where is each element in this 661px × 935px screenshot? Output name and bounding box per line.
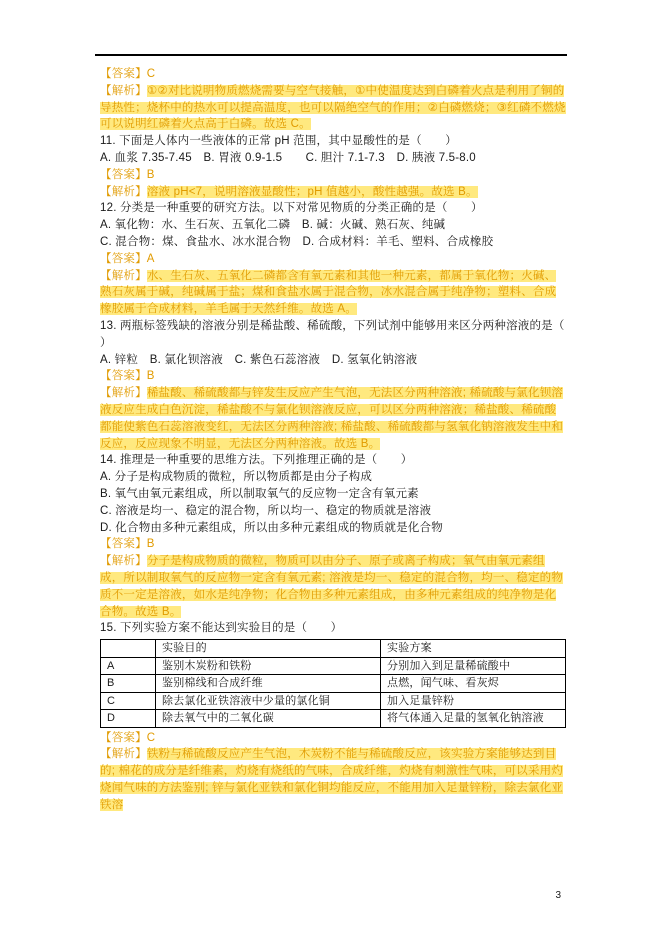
analysis-label: 【解析】 bbox=[100, 84, 147, 97]
table-header-row bbox=[101, 640, 566, 658]
option-line: A. 分子是构成物质的微粒，所以物质都是由分子构成 bbox=[100, 471, 373, 484]
table-cell: 除去氧气中的二氧化碳 bbox=[156, 710, 381, 728]
question-text: 13. 两瓶标签残缺的溶液分别是稀盐酸、稀硫酸，下列试剂中能够用来区分两种溶液的是（ ） bbox=[100, 319, 588, 349]
table-cell: 将气体通入足量的氢氧化钠溶液 bbox=[381, 710, 566, 728]
question-text: 14. 推理是一种重要的思维方法。下列推理正确的是（ ） bbox=[100, 454, 413, 467]
table-row bbox=[101, 710, 566, 728]
table-cell: 点燃，闻气味、看灰烬 bbox=[381, 675, 566, 693]
table-header-cell bbox=[101, 640, 156, 658]
option-line: A. 氧化物：水、生石灰、五氧化二磷 B. 碱：火碱、熟石灰、纯碱 bbox=[100, 219, 446, 232]
table-row bbox=[101, 657, 566, 675]
option-line: A. 锌粒 B. 氯化钡溶液 C. 紫色石蕊溶液 D. 氢氧化钠溶液 bbox=[100, 353, 418, 366]
analysis-paragraph bbox=[100, 83, 566, 133]
table-cell: 除去氯化亚铁溶液中少量的氯化铜 bbox=[156, 692, 381, 710]
table-cell: C bbox=[101, 692, 156, 710]
answer-line: 【答案】C bbox=[100, 68, 156, 80]
analysis-paragraph bbox=[100, 184, 566, 201]
analysis-text: 铁粉与稀硫酸反应产生气泡，木炭粉不能与稀硫酸反应，该实验方案能够达到目的; 棉花的成分是纤维素，灼烧有烧纸的气味，合成纤维，灼烧有刺激性气味，可以采用灼烧闻气味的方法鉴别; 锌与氯化亚铁和氯化铜均能反应，不能用加入足量锌粉，除去氯化亚铁溶 bbox=[100, 748, 564, 811]
analysis-label: 【解析】 bbox=[100, 748, 147, 761]
page-header-rule bbox=[95, 54, 567, 56]
table-cell: 分别加入到足量稀硫酸中 bbox=[381, 657, 566, 675]
analysis-text: 水、生石灰、五氧化二磷都含有氧元素和其他一种元素，都属于氧化物；火碱、熟石灰属于碱，纯碱属于盐；煤和食盐水属于混合物，冰水混合属于纯净物；塑料、合成橡胶属于合成材料，羊毛属于天然纤维。故选 A。 bbox=[100, 269, 557, 316]
analysis-label: 【解析】 bbox=[100, 555, 147, 568]
option-line: A. 血浆 7.35-7.45 B. 胃液 0.9-1.5 C. 胆汁 7.1-7.3 D. 胰液 7.5-8.0 bbox=[100, 151, 476, 164]
option-line: C. 溶液是均一、稳定的混合物，所以均一、稳定的物质就是溶液 bbox=[100, 504, 432, 517]
experiment-table bbox=[100, 639, 566, 728]
table-row bbox=[101, 675, 566, 693]
answer-line: 【答案】B bbox=[100, 168, 155, 181]
answer-line: 【答案】B bbox=[100, 538, 155, 551]
analysis-label: 【解析】 bbox=[100, 185, 147, 198]
answer-line: 【答案】A bbox=[100, 252, 155, 265]
page-number: 3 bbox=[555, 890, 561, 901]
table-row bbox=[101, 692, 566, 710]
option-line: B. 氧气由氧元素组成，所以制取氧气的反应物一定含有氧元素 bbox=[100, 487, 419, 500]
table-cell: B bbox=[101, 675, 156, 693]
analysis-paragraph bbox=[100, 385, 566, 452]
analysis-text: 分子是构成物质的微粒，物质可以由分子、原子或离子构成；氧气由氧元素组成，所以制取氧气的反应物一定含有氧元素; 溶液是均一、稳定的混合物，均一、稳定的物质不一定是溶液，如水是纯净物；化合物由多种元素组成，由多种元素组成的纯净物是化合物。故选 B。 bbox=[100, 555, 564, 618]
table-cell: A bbox=[101, 657, 156, 675]
analysis-paragraph bbox=[100, 268, 566, 318]
table-cell: D bbox=[101, 710, 156, 728]
analysis-text: 溶液 pH<7，说明溶液显酸性；pH 值越小，酸性越强。故选 B。 bbox=[146, 185, 478, 198]
table-cell: 鉴别棉线和合成纤维 bbox=[156, 675, 381, 693]
analysis-label: 【解析】 bbox=[100, 269, 147, 282]
analysis-paragraph bbox=[100, 746, 566, 813]
table-cell: 鉴别木炭粉和铁粉 bbox=[156, 657, 381, 675]
analysis-paragraph bbox=[100, 553, 566, 620]
table-header-cell: 实验目的 bbox=[156, 640, 381, 658]
analysis-text: ①②对比说明物质燃烧需要与空气接触，①中使温度达到白磷着火点是利用了铜的导热性；烧杯中的热水可以提高温度，也可以隔绝空气的作用；②白磷燃烧；③红磷不燃烧可以说明红磷着火点高于白磷。故选 C。 bbox=[100, 84, 566, 131]
answer-line: 【答案】C bbox=[100, 731, 156, 744]
analysis-text: 稀盐酸、稀硫酸都与锌发生反应产生气泡，无法区分两种溶液; 稀硫酸与氯化钡溶液反应生成白色沉淀，稀盐酸不与氯化钡溶液反应，可以区分两种溶液；稀盐酸、稀硫酸都能使紫色石蕊溶液变红，无法区分两种溶液; 稀盐酸、稀硫酸都与氢氧化钠溶液发生中和反应，反应现象不明显，无法区分两种溶液。故选 B。 bbox=[100, 387, 564, 450]
table-cell: 加入足量锌粉 bbox=[381, 692, 566, 710]
document-content bbox=[100, 66, 588, 814]
analysis-label: 【解析】 bbox=[100, 387, 147, 400]
table-header-cell: 实验方案 bbox=[381, 640, 566, 658]
option-line: D. 化合物由多种元素组成，所以由多种元素组成的物质就是化合物 bbox=[100, 521, 443, 534]
question-text: 15. 下列实验方案不能达到实验目的是（ ） bbox=[100, 622, 343, 635]
question-text: 11. 下面是人体内一些液体的正常 pH 范围，其中显酸性的是（ ） bbox=[100, 135, 457, 148]
answer-line: 【答案】B bbox=[100, 370, 155, 383]
question-text: 12. 分类是一种重要的研究方法。以下对常见物质的分类正确的是（ ） bbox=[100, 202, 483, 215]
option-line: C. 混合物：煤、食盐水、冰水混合物 D. 合成材料：羊毛、塑料、合成橡胶 bbox=[100, 235, 494, 248]
